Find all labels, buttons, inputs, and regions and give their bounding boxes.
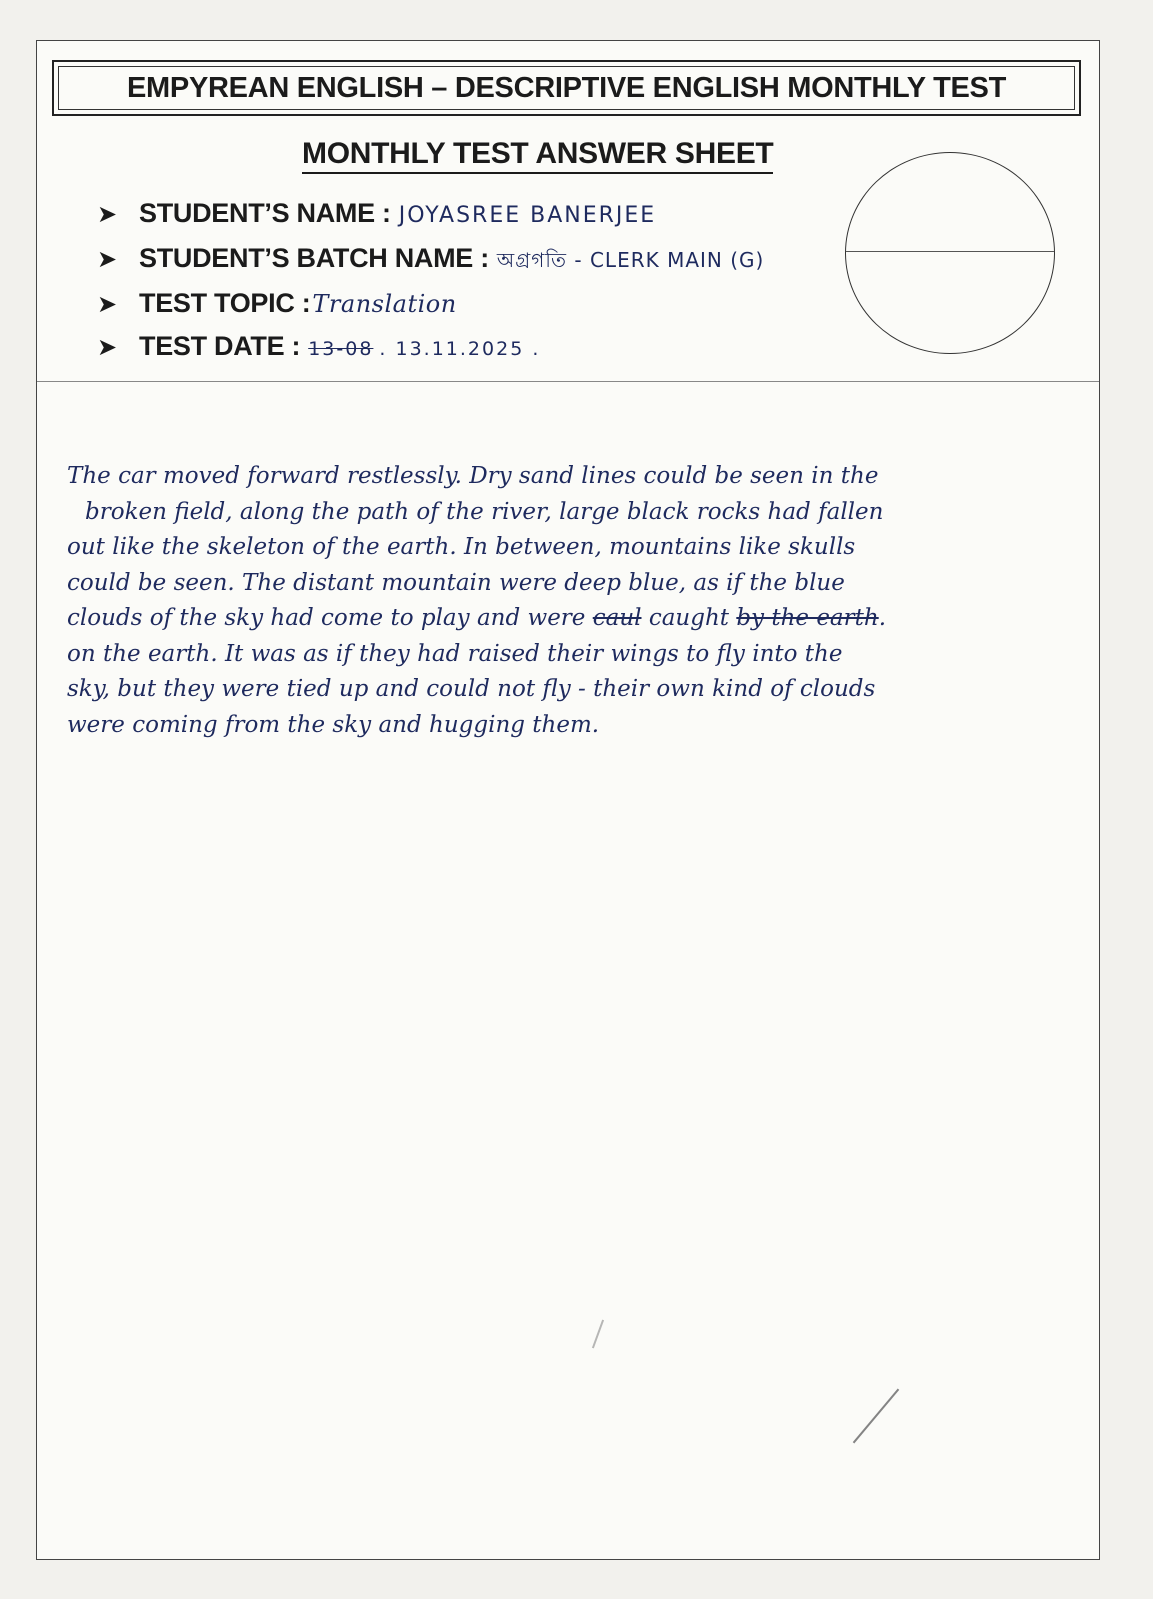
- answer-line: were coming from the sky and hugging them.: [67, 711, 600, 738]
- answer-line: broken field, along the path of the river, large black rocks had fallen: [85, 498, 884, 525]
- answer-punctuation: .: [878, 605, 887, 631]
- marks-circle: [845, 152, 1055, 354]
- marks-circle-divider: [846, 251, 1054, 252]
- test-date-value: . 13.11.2025 .: [379, 338, 541, 360]
- answer-sheet: [36, 40, 1100, 1560]
- test-date-value-group: [308, 338, 540, 360]
- test-date-field: [97, 331, 540, 362]
- test-topic-label: TEST TOPIC :: [139, 288, 311, 318]
- batch-name-label: STUDENT’S BATCH NAME :: [139, 243, 489, 273]
- struck-word: caul: [592, 605, 642, 631]
- stray-pen-mark: [592, 1320, 604, 1349]
- arrow-bullet-icon: ➤: [97, 334, 118, 361]
- sheet-subtitle: MONTHLY TEST ANSWER SHEET: [302, 137, 773, 174]
- arrow-bullet-icon: ➤: [97, 201, 118, 228]
- answer-line-5-start: clouds of the sky had come to play and were: [67, 605, 586, 631]
- struck-date: 13-08: [308, 338, 374, 360]
- answer-line: out like the skeleton of the earth. In between, mountains like skulls: [67, 534, 856, 560]
- batch-name-field: [97, 243, 764, 279]
- answer-line-5: [67, 601, 1067, 637]
- answer-line: The car moved forward restlessly. Dry sand lines could be seen in the: [67, 463, 879, 489]
- answer-word: caught: [648, 605, 729, 631]
- arrow-bullet-icon: ➤: [97, 291, 118, 318]
- test-topic-value: Translation: [312, 290, 457, 318]
- batch-name-value: অগ্রগতি - CLERK MAIN (G): [496, 248, 765, 272]
- struck-phrase: by the earth: [736, 605, 879, 631]
- student-name-value: JOYASREE BANERJEE: [398, 203, 657, 228]
- answer-line: could be seen. The distant mountain were deep blue, as if the blue: [67, 569, 845, 596]
- student-name-field: [97, 198, 656, 229]
- answer-text: [67, 459, 1067, 743]
- sheet-title: EMPYREAN ENGLISH – DESCRIPTIVE ENGLISH MONTHLY TEST: [127, 71, 1006, 104]
- title-box: [52, 60, 1081, 116]
- arrow-bullet-icon: ➤: [97, 246, 118, 273]
- title-inner-border: [58, 66, 1075, 110]
- student-name-label: STUDENT’S NAME :: [139, 198, 391, 228]
- test-date-label: TEST DATE :: [139, 331, 301, 361]
- header-divider: [37, 381, 1099, 382]
- answer-line: on the earth. It was as if they had raised their wings to fly into the: [67, 640, 843, 667]
- answer-line: sky, but they were tied up and could not fly - their own kind of clouds: [67, 676, 876, 702]
- stray-pen-mark: [853, 1389, 900, 1444]
- test-topic-field: [97, 288, 457, 319]
